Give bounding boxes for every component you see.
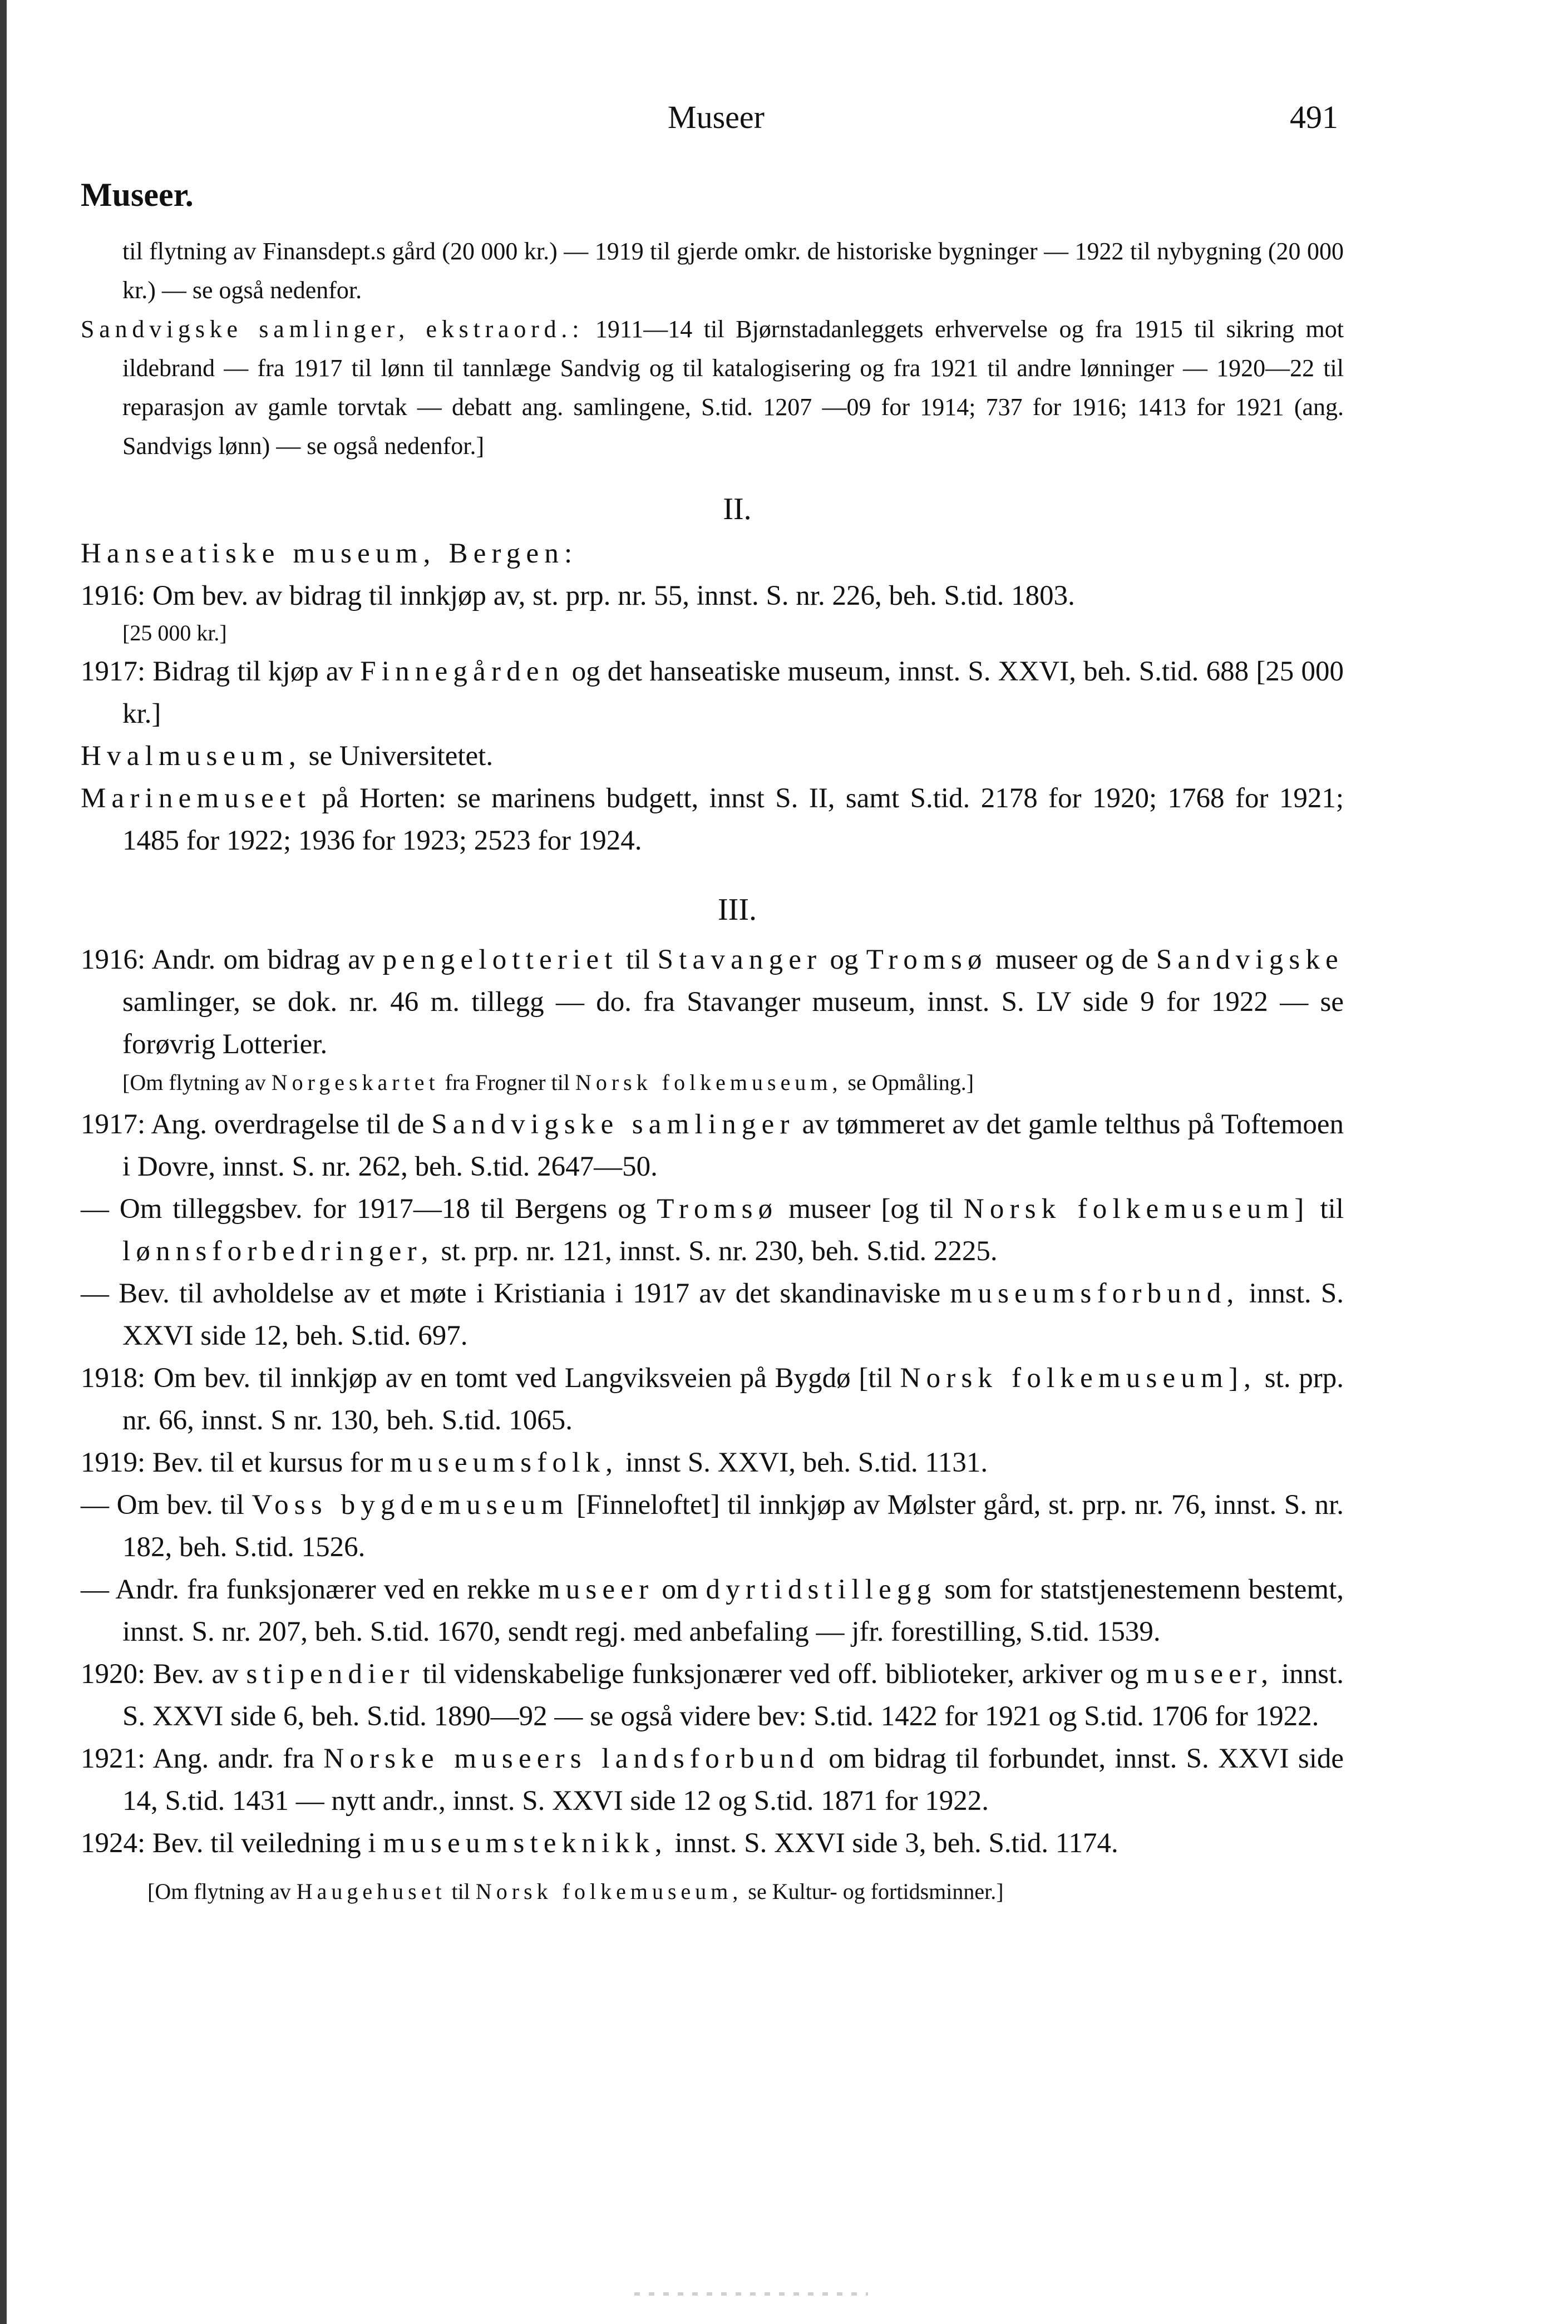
entry-1919-voss: — Om bev. til Voss bygdemuseum [Finneloftet] til innkjøp av Mølster gård, st. prp. nr. 76, innst. S. nr. 182, beh. S.tid. 1526. xyxy=(81,1489,1344,1563)
sandvigske-text: 1911—14 til Bjørnstadanleggets erhvervelse og fra 1915 til sikring mot ildebrand — fra 1917 til lønn til tannlæge Sandvig og til katalogisering og fra 1921 til andre lønninger — 1920—22 til reparasjon av gamle torvtak — debatt ang. samlingene, S.tid. 1207 —09 for 1914; 737 for 1916; 1413 for 1921 (ang. Sandvigs lønn) — se også nedenfor.] xyxy=(122,315,1344,460)
scan-edge xyxy=(0,0,7,2324)
sandvigske-heading: Sandvigske samlinger, ekstraord.: xyxy=(81,315,584,343)
note-25000: [25 000 kr.] xyxy=(122,620,227,645)
page-number: 491 xyxy=(1290,99,1338,135)
main-text-column xyxy=(81,175,1344,1912)
entry-1916-hanseatiske: 1916: Om bev. av bidrag til innkjøp av, st. prp. nr. 55, innst. S. nr. 226, beh. S.tid. 1803. xyxy=(81,580,1075,611)
running-header-title: Museer xyxy=(668,99,765,135)
entry-1917-tilleggsbev: — Om tilleggsbev. for 1917—18 til Bergens og Tromsø museer [og til Norsk folkemuseum] til lønnsforbedringer, st. prp. nr. 121, innst. S. nr. 230, beh. S.tid. 2225. xyxy=(81,1193,1344,1267)
entry-1919-dyrtidstillegg: — Andr. fra funksjonærer ved en rekke museer om dyrtidstillegg som for statstjenestemenn bestemt, innst. S. nr. 207, beh. S.tid. 1670, sendt regj. med anbefaling — jfr. forestilling, S.tid. 1539. xyxy=(81,1574,1344,1647)
entry-1919-kursus: 1919: Bev. til et kursus for museumsfolk, innst S. XXVI, beh. S.tid. 1131. xyxy=(81,1447,988,1478)
entry-1918-langviksveien: 1918: Om bev. til innkjøp av en tomt ved Langviksveien på Bygdø [til Norsk folkemuseum], st. prp. nr. 66, innst. S nr. 130, beh. S.tid. 1065. xyxy=(81,1363,1344,1436)
entry-marinemuseet: Marinemuseet på Horten: se marinens budgett, innst S. II, samt S.tid. 2178 for 1920; 1768 for 1921; 1485 for 1922; 1936 for 1923; 2523 for 1924. xyxy=(81,783,1344,856)
part-three-numeral: III. xyxy=(718,892,757,927)
entry-hvalmuseum: Hvalmuseum, se Universitetet. xyxy=(81,741,494,772)
entry-1921-landsforbund: 1921: Ang. andr. fra Norske museers landsforbund om bidrag til forbundet, innst. S. XXVI side 14, S.tid. 1431 — nytt andr., innst. S. XXVI side 12 og S.tid. 1871 for 1922. xyxy=(81,1743,1344,1817)
entry-1916-lotteri: 1916: Andr. om bidrag av pengelotteriet til Stavanger og Tromsø museer og de Sandvigske samlinger, se dok. nr. 46 m. tillegg — do. fra Stavanger museum, innst. S. LV side 9 for 1922 — se forøvrig Lotterier. xyxy=(81,944,1344,1060)
entry-1924-museumsteknikk: 1924: Bev. til veiledning i museumsteknikk, innst. S. XXVI side 3, beh. S.tid. 1174. xyxy=(81,1828,1118,1859)
entry-1917-museumsforbund: — Bev. til avholdelse av et møte i Kristiania i 1917 av det skandinaviske museumsforbund, innst. S. XXVI side 12, beh. S.tid. 697. xyxy=(81,1278,1344,1351)
paragraph-sandvigske xyxy=(81,310,1344,466)
entry-1917-hanseatiske: 1917: Bidrag til kjøp av Finnegården og det hanseatiske museum, innst. S. XXVI, beh. S.tid. 688 [25 000 kr.] xyxy=(81,656,1344,729)
note-norgeskartet: [Om flytning av Norgeskartet fra Frogner til Norsk folkemuseum, se Opmåling.] xyxy=(122,1070,974,1095)
entry-1917-telthus: 1917: Ang. overdragelse til de Sandvigske samlinger av tømmeret av det gamle telthus på Toftemoen i Dovre, innst. S. nr. 262, beh. S.tid. 2647—50. xyxy=(81,1109,1344,1182)
entry-1920-stipendier: 1920: Bev. av stipendier til videnskabelige funksjonærer ved off. biblioteker, arkiver og museer, innst. S. XXVI side 6, beh. S.tid. 1890—92 — se også videre bev: S.tid. 1422 for 1921 og S.tid. 1706 for 1922. xyxy=(81,1659,1344,1732)
section-title: Museer. xyxy=(81,176,194,213)
part-two-numeral: II. xyxy=(723,492,752,526)
paragraph-flytning: til flytning av Finansdept.s gård (20 000 kr.) — 1919 til gjerde omkr. de historiske bygninger — 1922 til nybygning (20 000 kr.) — se også nedenfor. xyxy=(122,238,1344,304)
note-haugehuset: [Om flytning av Haugehuset til Norsk folkemuseum, se Kultur- og fortidsminner.] xyxy=(147,1879,1004,1904)
scan-smudge xyxy=(634,2292,868,2296)
hanseatiske-title: Hanseatiske museum, Bergen: xyxy=(81,538,578,569)
